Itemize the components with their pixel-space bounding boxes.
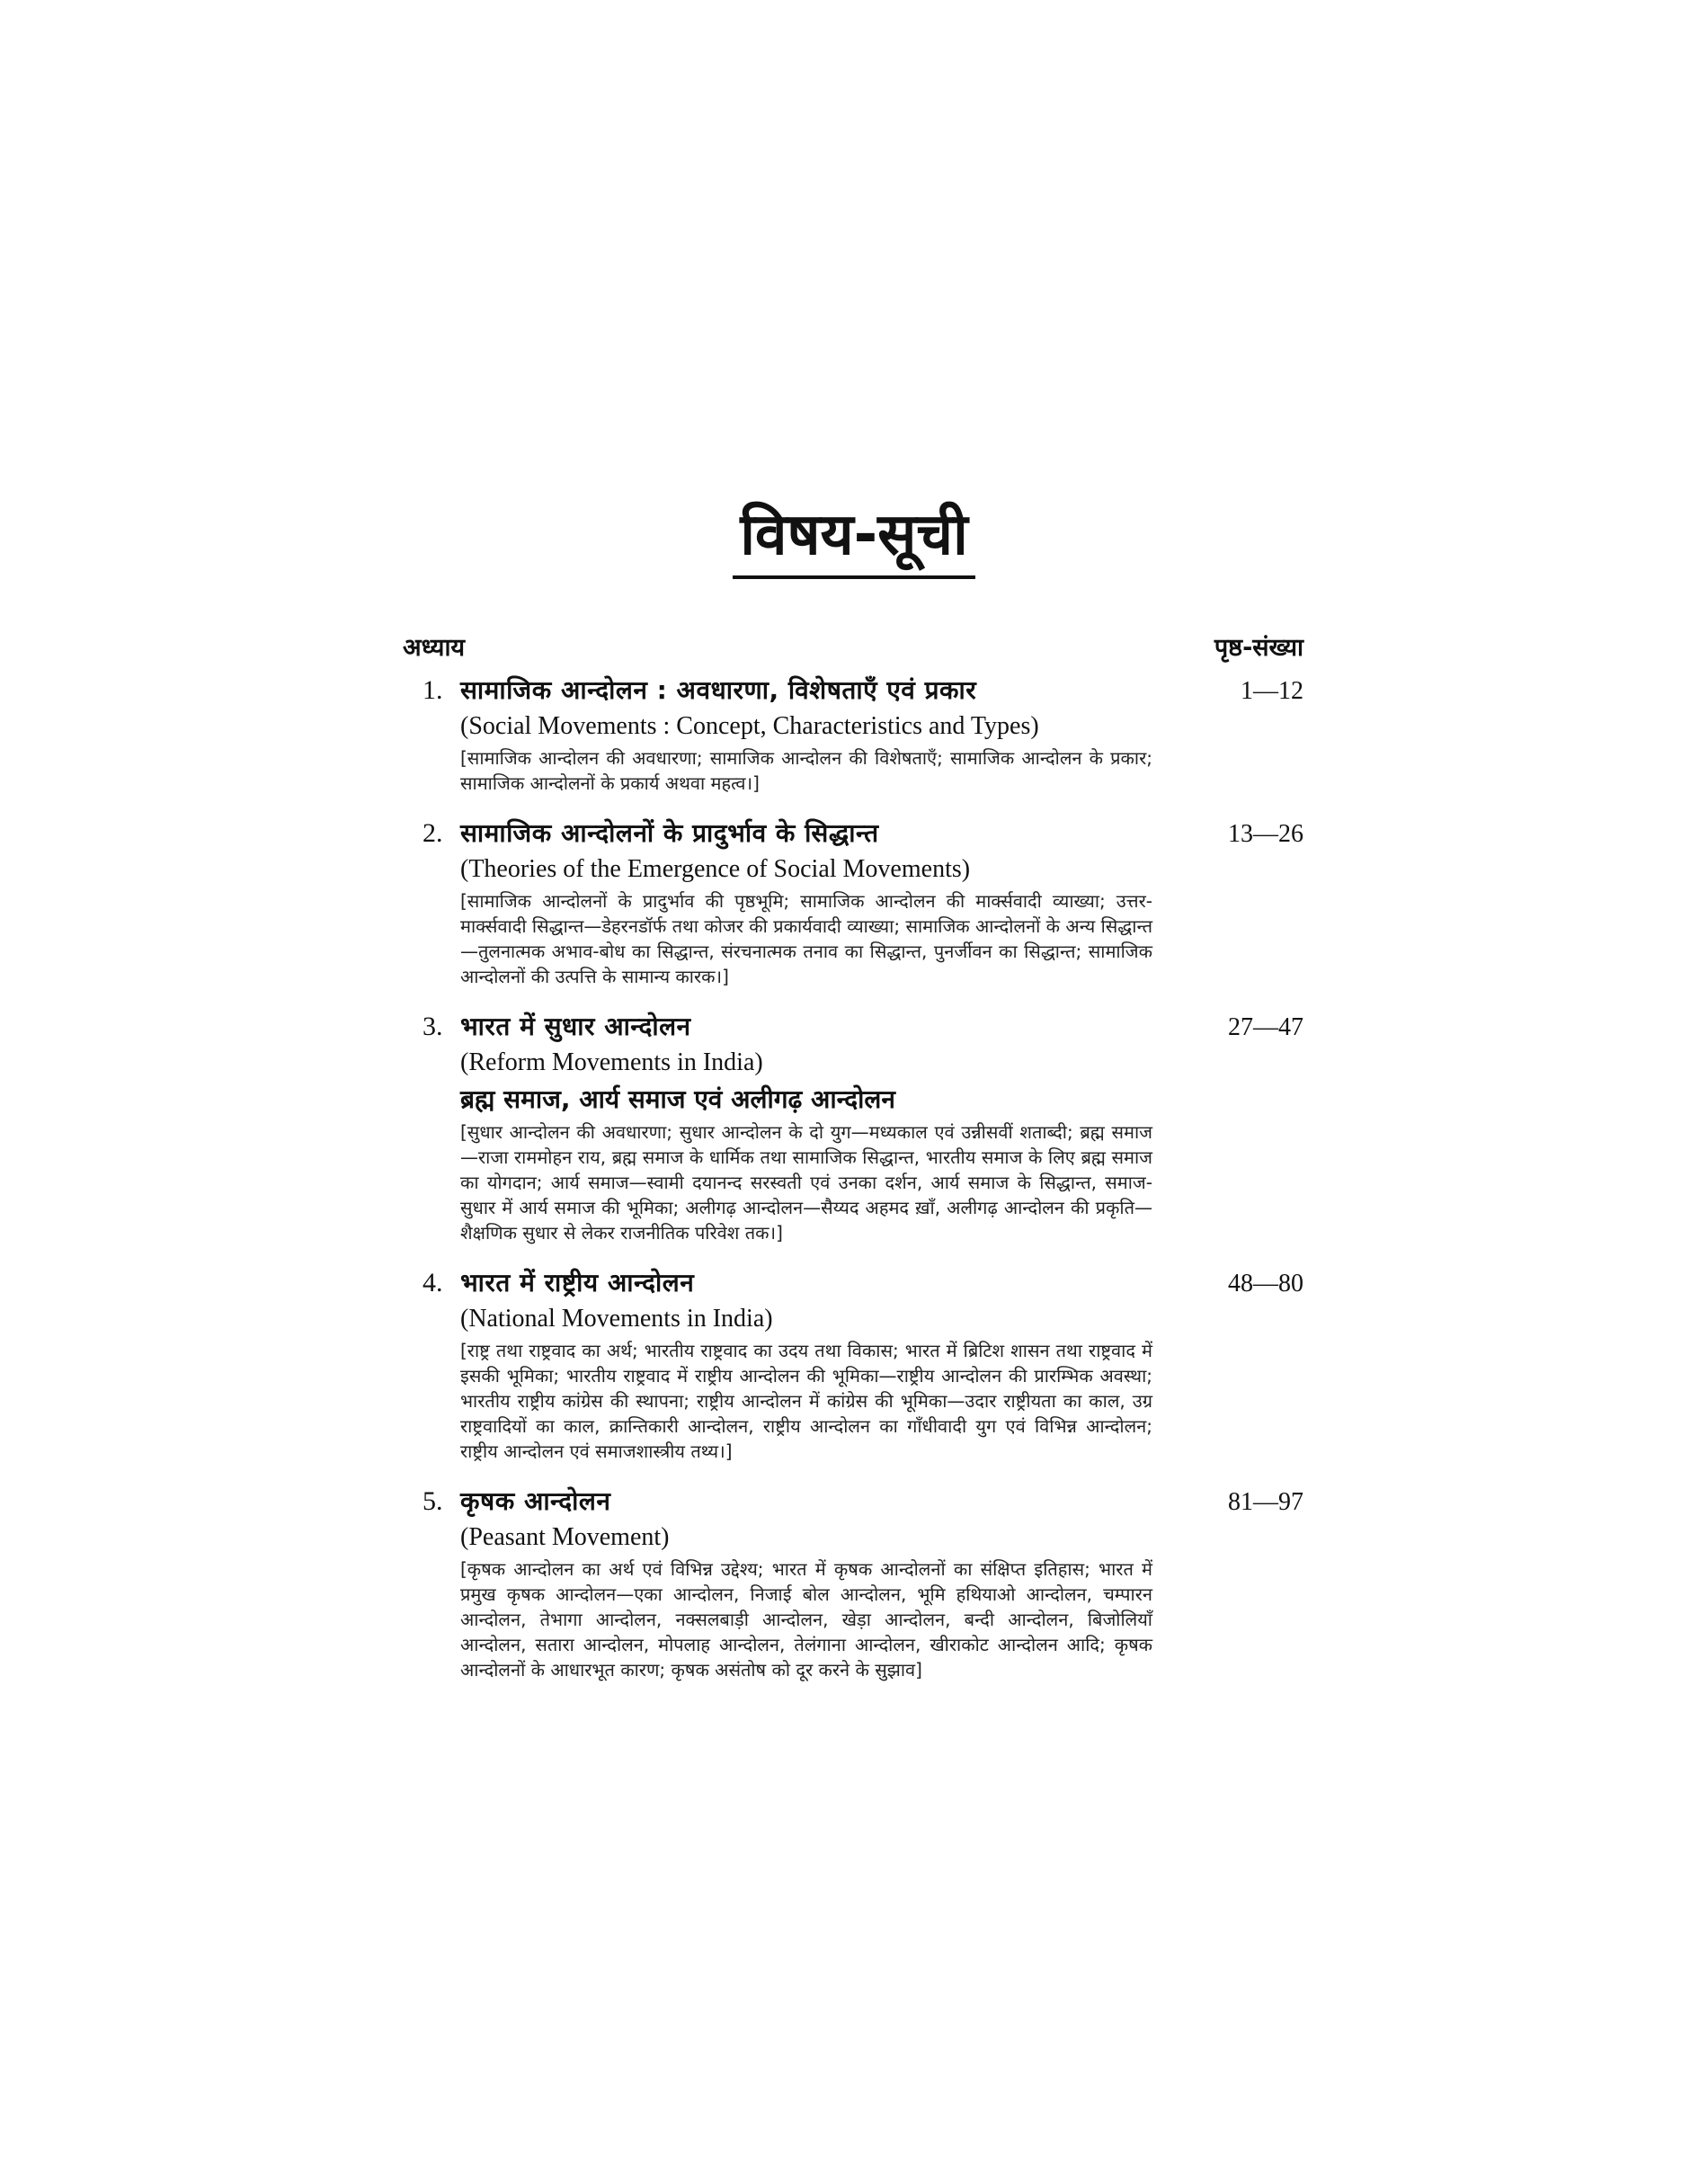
page-title [0,504,1708,579]
toc-entry-2 [423,816,1303,989]
entry-pages: 48—80 [1228,1270,1303,1297]
page-title-text: विषय-सूची [733,504,974,579]
entry-description: [सामाजिक आन्दोलनों के प्रादुर्भाव की पृष्ठभूमि; सामाजिक आन्दोलन की मार्क्सवादी व्याख्या; उत्तर-मार्क्सवादी सिद्धान्त—डेहरनडॉर्फ तथा कोजर की प्रकार्यवादी व्याख्या; सामाजिक आन्दोलनों के अन्य सिद्धान्त—तुलनात्मक अभाव-बोध का सिद्धान्त, संरचनात्मक तनाव का सिद्धान्त, पुनर्जीवन का सिद्धान्त; सामाजिक आन्दोलनों की उत्पत्ति के सामान्य कारक।] [460,890,1152,987]
entry-title: भारत में सुधार आन्दोलन [460,1012,691,1041]
entry-number: 1. [423,675,443,705]
entry-english-title: (Theories of the Emergence of Social Movements) [460,855,971,883]
entry-description: [कृषक आन्दोलन का अर्थ एवं विभिन्न उद्देश्य; भारत में कृषक आन्दोलनों का संक्षिप्त इतिहास; भारत में प्रमुख कृषक आन्दोलन—एका आन्दोलन, निजाई बोल आन्दोलन, भूमि हथियाओ आन्दोलन, चम्पारन आन्दोलन, तेभागा आन्दोलन, नक्सलबाड़ी आन्दोलन, खेड़ा आन्दोलन, बन्दी आन्दोलन, बिजोलियाँ आन्दोलन, सतारा आन्दोलन, मोपलाह आन्दोलन, तेलंगाना आन्दोलन, खीराकोट आन्दोलन आदि; कृषक आन्दोलनों के आधारभूत कारण; कृषक असंतोष को दूर करने के सुझाव] [460,1558,1152,1681]
column-header-chapter: अध्याय [403,634,466,662]
entry-english-title: (Peasant Movement) [460,1523,670,1551]
entry-number: 4. [423,1268,443,1297]
entry-description: [सुधार आन्दोलन की अवधारणा; सुधार आन्दोलन के दो युग—मध्यकाल एवं उन्नीसवीं शताब्दी; ब्रह्म समाज—राजा राममोहन राय, ब्रह्म समाज के धार्मिक तथा सामाजिक सिद्धान्त, भारतीय समाज के लिए ब्रह्म समाज का योगदान; आर्य समाज—स्वामी दयानन्द सरस्वती एवं उनका दर्शन, आर्य समाज के सिद्धान्त, समाज-सुधार में आर्य समाज की भूमिका; अलीगढ़ आन्दोलन—सैय्यद अहमद ख़ाँ, अलीगढ़ आन्दोलन की प्रकृति—शैक्षणिक सुधार से लेकर राजनीतिक परिवेश तक।] [460,1121,1152,1244]
entry-pages: 81—97 [1228,1488,1303,1516]
entry-number: 3. [423,1012,443,1041]
entry-description: [सामाजिक आन्दोलन की अवधारणा; सामाजिक आन्दोलन की विशेषताएँ; सामाजिक आन्दोलन के प्रकार; सामाजिक आन्दोलनों के प्रकार्य अथवा महत्व।] [460,747,1152,794]
toc-entry-4 [423,1265,1303,1464]
entry-pages: 27—47 [1228,1013,1303,1041]
entry-pages: 13—26 [1228,820,1303,848]
entry-title: सामाजिक आन्दोलनों के प्रादुर्भाव के सिद्धान्त [460,818,879,848]
entry-english-title: (Social Movements : Concept, Characteristics and Types) [460,712,1039,740]
table-of-contents [423,673,1303,1702]
entry-title: कृषक आन्दोलन [460,1486,611,1516]
entry-english-title: (Reform Movements in India) [460,1048,763,1076]
entry-number: 2. [423,818,443,848]
entry-title: भारत में राष्ट्रीय आन्दोलन [460,1268,695,1297]
entry-number: 5. [423,1486,443,1516]
entry-pages: 1—12 [1241,677,1303,705]
entry-title: सामाजिक आन्दोलन : अवधारणा, विशेषताएँ एवं प्रकार [460,675,977,705]
entry-english-title: (National Movements in India) [460,1305,773,1333]
toc-entry-5 [423,1484,1303,1682]
toc-entry-3 [423,1009,1303,1245]
toc-entry-1 [423,673,1303,796]
column-header-pages: पृष्ठ-संख्या [1214,634,1303,662]
entry-subtitle: ब्रह्म समाज, आर्य समाज एवं अलीगढ़ आन्दोलन [460,1084,895,1114]
entry-description: [राष्ट्र तथा राष्ट्रवाद का अर्थ; भारतीय राष्ट्रवाद का उदय तथा विकास; भारत में ब्रिटिश शासन तथा राष्ट्रवाद में इसकी भूमिका; भारतीय राष्ट्रवाद में राष्ट्रीय आन्दोलन की भूमिका—राष्ट्रीय आन्दोलन की प्रारम्भिक अवस्था; भारतीय राष्ट्रीय कांग्रेस की स्थापना; राष्ट्रीय आन्दोलन में कांग्रेस की भूमिका—उदार राष्ट्रीयता का काल, उग्र राष्ट्रवादियों का काल, क्रान्तिकारी आन्दोलन, राष्ट्रीय आन्दोलन का गाँधीवादी युग एवं विभिन्न आन्दोलन; राष्ट्रीय आन्दोलन एवं समाजशास्त्रीय तथ्य।] [460,1340,1152,1462]
